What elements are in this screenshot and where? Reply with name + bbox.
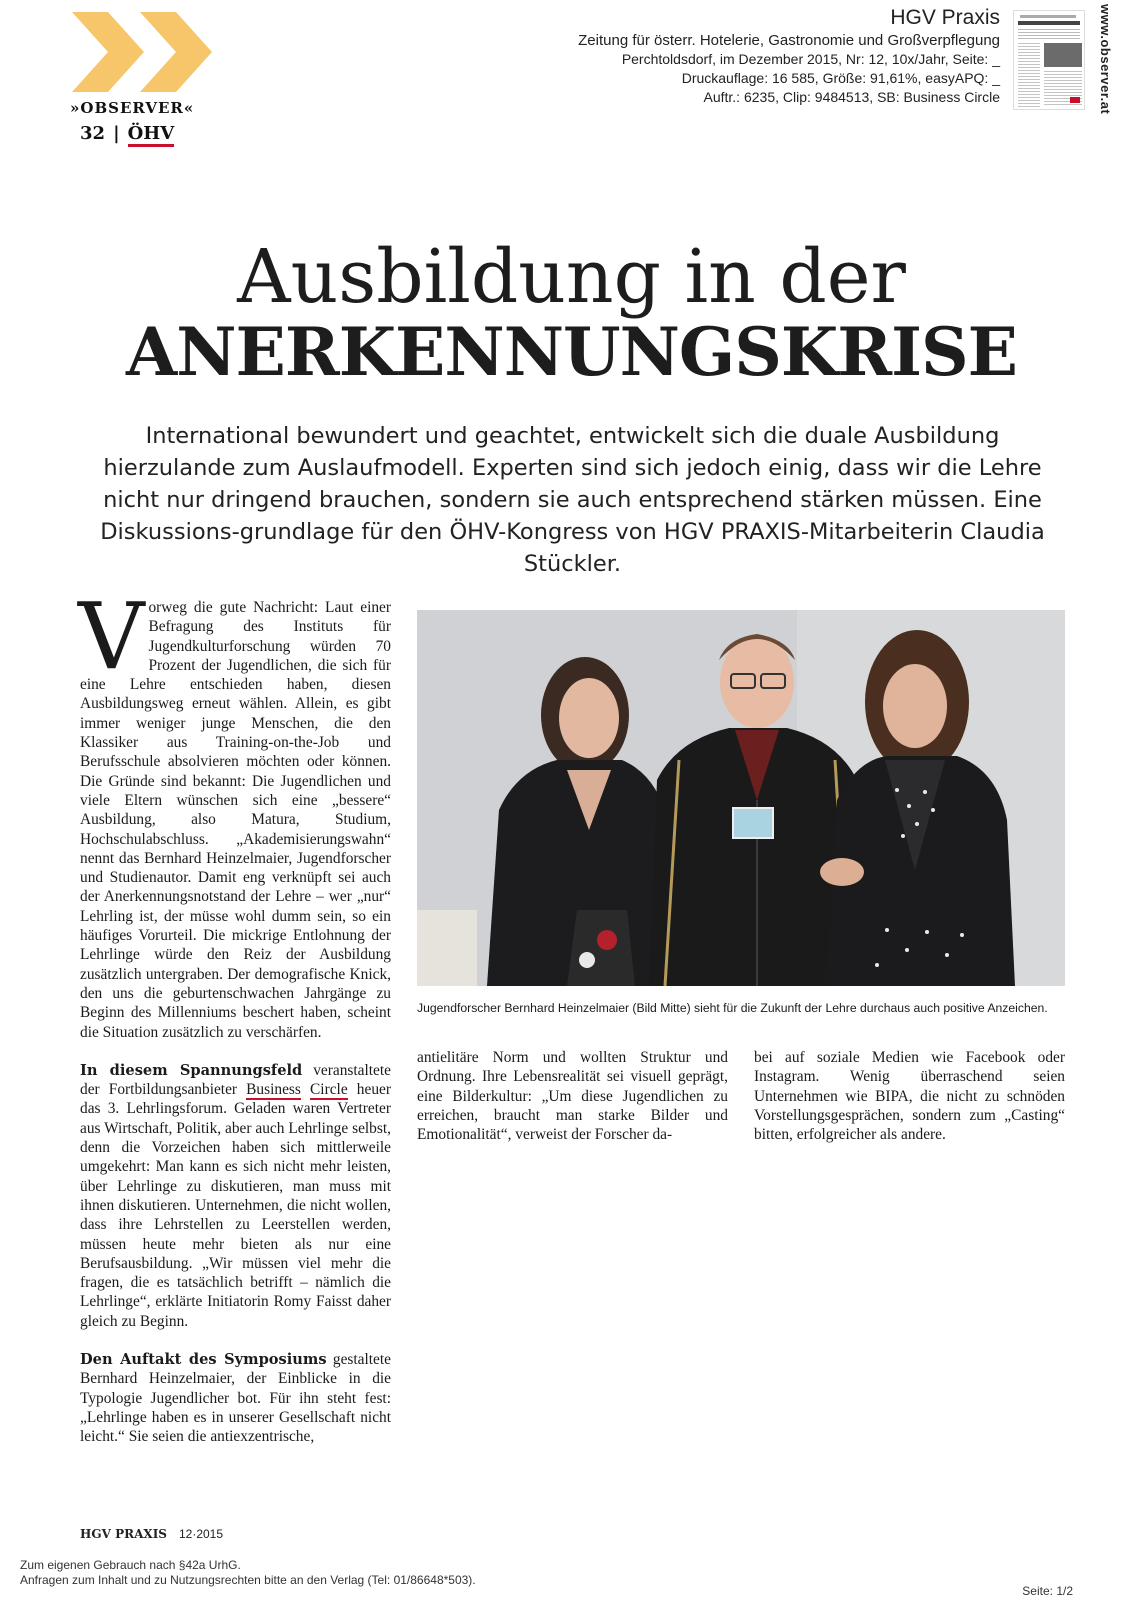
paragraph-2 <box>80 1061 391 1331</box>
paragraph-2-lead: In diesem Spannungsfeld <box>80 1061 303 1079</box>
business-circle-mark-1: Business <box>246 1081 301 1099</box>
observer-url: www.observer.at <box>1098 4 1113 115</box>
clipping-metadata <box>440 5 1000 107</box>
page-thumbnail <box>1013 10 1085 110</box>
publication-circulation: Druckauflage: 16 585, Größe: 91,61%, easyAPQ: _ <box>681 70 1000 86</box>
observer-logo <box>70 4 230 104</box>
paragraph-1-text: orweg die gute Nachricht: Laut einer Befragung des Instituts für Jugendkulturforschung würden 70 Prozent der Jugendlichen, die sich für eine Lehre entschieden haben, diesen Ausbildungsweg erneut wählen. Allein, es gibt immer weniger junge Menschen, die den Klassiker aus Training-on-the-Job und Berufsschule absolvieren möchten oder können. Die Gründe sind bekannt: Die Jugendlichen und viele Eltern wünschen sich eine „bessere“ Ausbildung, also Matura, Studium, Hochschulabschluss. „Akademisierungswahn“ nennt das Bernhard Heinzelmaier, Jugendforscher und Studienautor. Damit eng verknüpft sei auch der Anerkennungsnotstand der Lehre – wer „nur“ Lehrling ist, der müsse wohl dumm sein, so ein häufiges Vorurteil. Die mickrige Entlohnung der Lehrlinge würde den Reiz der Ausbildung zusätzlich untergraben. Der demografische Knick, den uns die geburtenschwachen Jahrgänge zu Beginn des Millenniums beschert haben, scheint die Situation zusätzlich zu verschärfen. <box>80 599 391 1041</box>
article-column-3 <box>754 1048 1065 1144</box>
page-number: 32 <box>80 123 106 144</box>
publication-subtitle: Zeitung für österr. Hotelerie, Gastronomie und Großverpflegung <box>578 32 1000 49</box>
headline-line-1: Ausbildung in der <box>237 234 906 320</box>
footer-publication-name: HGV PRAXIS <box>80 1527 167 1541</box>
article-intro: International bewundert und geachtet, entwickelt sich die duale Ausbildung hierzulande zum Auslaufmodell. Experten sind sich jedoch einig, dass wir die Lehre nicht nur dringend brauchen, sondern sie auch entsprechend stärken müssen. Eine Diskussions-grundlage für den ÖHV-Kongress von HGV PRAXIS-Mitarbeiterin Claudia Stückler. <box>100 423 1045 577</box>
paragraph-2-text: heuer das 3. Lehrlingsforum. Geladen waren Vertreter aus Wirtschaft, Politik, aber auch Lehrlinge selbst, denn die Vorzeichen haben sich mittlerweile umgekehrt: Man kann es sich nicht mehr leisten, über Lehrlinge zu diskutieren, man muss mit ihnen diskutieren. Unternehmen, die nicht wollen, dass ihre Lehrstellen zu Leerstellen werden, müssen heute mehr bieten als nur eine Berufsausbildung. „Wir müssen viel mehr die fragen, die es tatsächlich betrifft – nämlich die Lehrlinge“, erklärte Initiatorin Romy Faisst daher gleich zu Beginn. <box>80 1081 391 1330</box>
business-circle-mark-2: Circle <box>310 1081 348 1099</box>
article-column-2 <box>417 1048 728 1144</box>
headline-line-2: ANERKENNUNGSKRISE <box>126 313 1017 391</box>
footer-issue: 12·2015 <box>178 1527 224 1541</box>
publication-name: HGV Praxis <box>890 6 1000 29</box>
publication-issue-info: Perchtoldsdorf, im Dezember 2015, Nr: 12, 10x/Jahr, Seite: _ <box>621 51 1000 67</box>
column-3-text: bei auf soziale Medien wie Facebook oder Instagram. Wenig überraschend seien Unternehmen wie BIPA, die nicht zu schnöden Vorstellungsgesprächen, sondern zum „Casting“ bitten, erfolgreicher als andere. <box>754 1049 1065 1144</box>
paragraph-1 <box>78 583 391 1042</box>
section-name: ÖHV <box>128 123 175 147</box>
page-count: Seite: 1/2 <box>1022 1584 1073 1598</box>
paragraph-3-text: gestaltete Bernhard Heinzelmaier, der Einblicke in die Typologie Jugendlicher bot. Für ihn steht fest: „Lehrlinge haben es in unserer Gesellschaft nicht leicht.“ Sie seien die antiexzentrische, <box>80 1350 391 1446</box>
page-section-label: 32 | ÖHV <box>80 123 174 144</box>
photo-illustration <box>417 610 1065 986</box>
observer-logo-text: »OBSERVER« <box>70 99 195 117</box>
article-column-1 <box>78 583 391 1446</box>
paragraph-2-pre: veranstaltete der Fortbildungsanbieter <box>80 1061 391 1099</box>
photo-caption: Jugendforscher Bernhard Heinzelmaier (Bild Mitte) sieht für die Zukunft der Lehre durchaus auch positive Anzeichen. <box>417 1001 1048 1015</box>
column-2-text: antielitäre Norm und wollten Struktur und Ordnung. Ihre Lebensrealität sei visuell geprägt, eine Bilderkultur: „Um diese Jugendlichen zu erreichen, braucht man starke Bilder und Emotionalität“, verweist der Forscher da- <box>417 1049 728 1144</box>
disclaimer-line-1: Zum eigenen Gebrauch nach §42a UrhG. <box>20 1558 241 1572</box>
disclaimer-line-2: Anfragen zum Inhalt und zu Nutzungsrechten bitte an den Verlag (Tel: 01/86648*503). <box>20 1573 476 1587</box>
drop-cap: V <box>78 583 145 690</box>
paragraph-3 <box>80 1350 391 1446</box>
footer-publication <box>80 1527 223 1541</box>
paragraph-3-lead: Den Auftakt des Symposiums <box>80 1350 327 1368</box>
copyright-disclaimer <box>20 1558 476 1588</box>
clip-order-info: Auftr.: 6235, Clip: 9484513, SB: Business Circle <box>703 89 1000 105</box>
article-photo <box>417 610 1065 986</box>
